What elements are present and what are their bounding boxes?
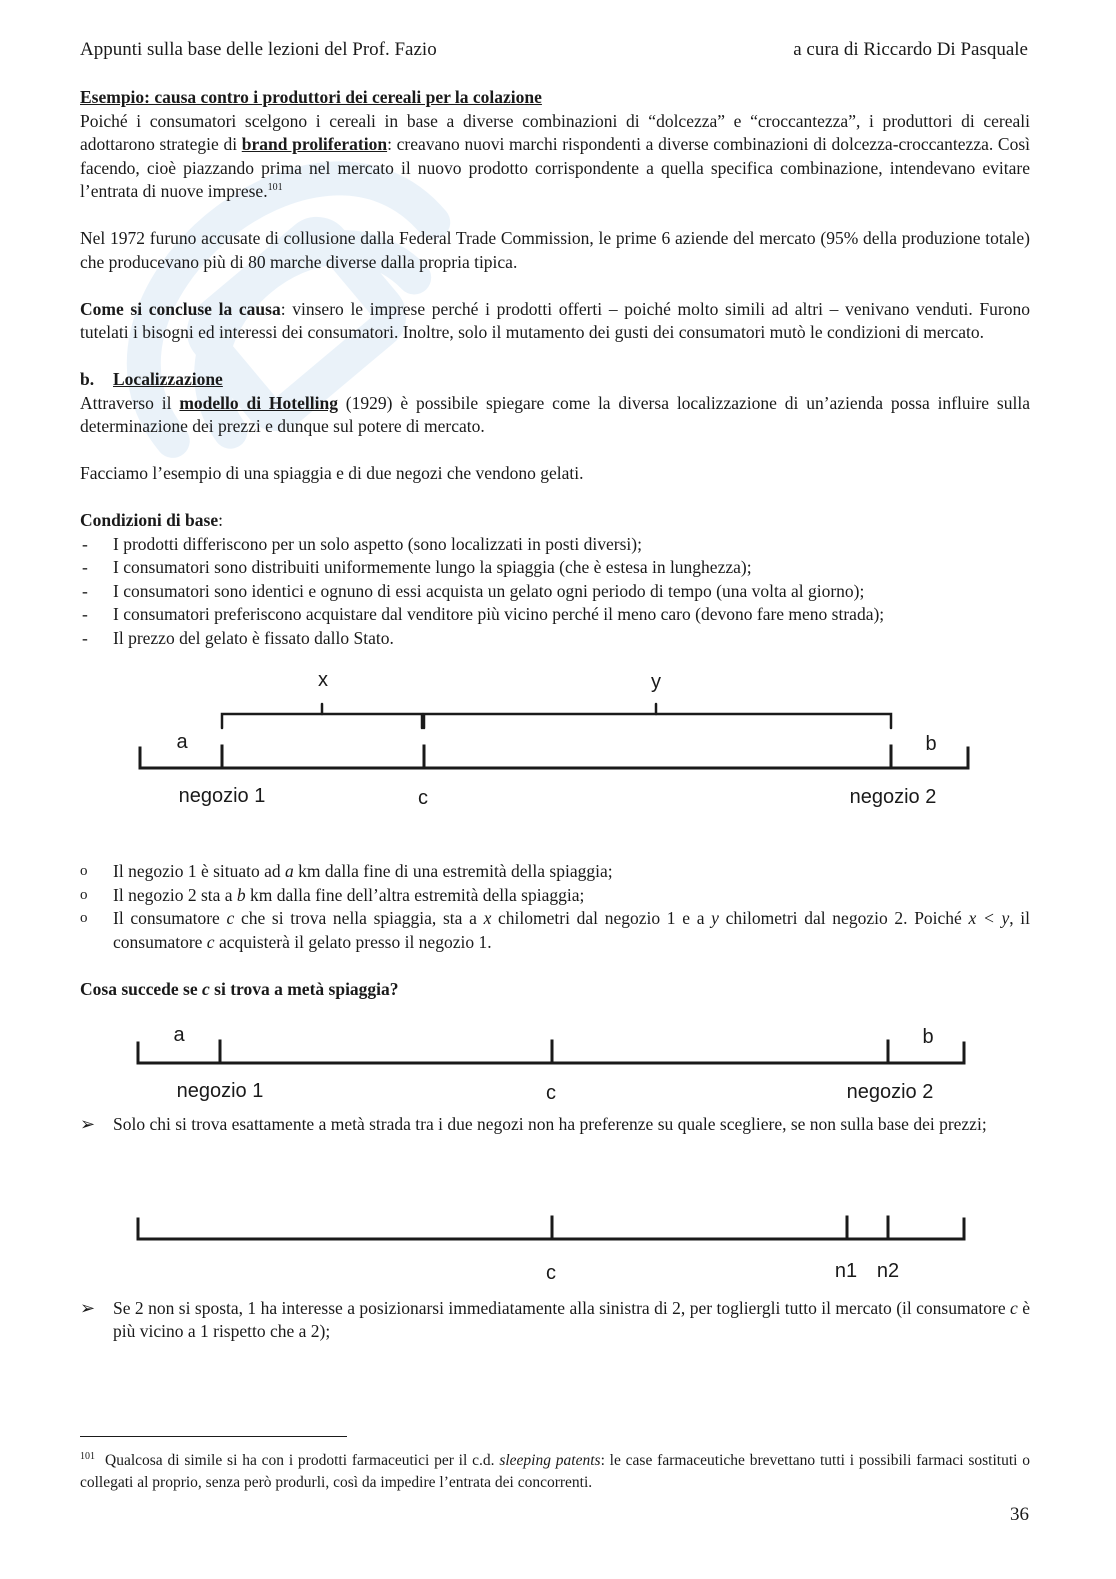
list-item: ➢ Se 2 non si sposta, 1 ha interesse a posizionarsi immediatamente alla sinistra di 2, per togliergli tutto il mercato (il consumatore c è più vicino a 1 rispetto che a 2); xyxy=(80,1297,1030,1341)
brand-proliferation-term: brand proliferation xyxy=(241,134,388,154)
label-a: a xyxy=(176,731,188,753)
label-b: b xyxy=(925,733,937,755)
example-heading xyxy=(80,86,1030,110)
question-heading: Cosa succede se c si trova a metà spiaggia? xyxy=(80,978,399,999)
diagram1-notes xyxy=(80,860,1030,954)
hotelling-diagram-2 xyxy=(80,1003,1030,1103)
page-content xyxy=(80,86,1030,1344)
section-b-paragraph-2: Facciamo l’esempio di una spiaggia e di due negozi che vendono gelati. xyxy=(80,463,584,483)
section-letter: b. xyxy=(80,369,95,389)
label-x: x xyxy=(318,669,328,691)
label-b: b xyxy=(922,1026,934,1048)
label-n2: n2 xyxy=(876,1259,900,1282)
example-paragraph-2: Nel 1972 furuno accusate di collusione dalla Federal Trade Commission, le prime 6 aziende del mercato (95% della produzione totale) che producevano più di 80 marche diverse dalla propria tipica. xyxy=(80,228,1030,272)
section-title: Localizzazione xyxy=(113,369,223,389)
footnote: $^{101}$ Qualcosa di simile si ha con i prodotti farmaceutici per il c.d. sleeping patents: le case farmaceutiche brevettano tutti i possibili farmaci sostituti o collegati al proprio, senza però produrli, così da impedire l’entrata dei concorrenti. xyxy=(80,1451,1030,1491)
sleeping-patents-term: sleeping patents xyxy=(499,1452,601,1469)
header-title: Appunti sulla base delle lezioni del Prof. Fazio xyxy=(80,39,437,60)
label-c: c xyxy=(546,1261,556,1284)
section-b-paragraph-1: Attraverso il modello di Hotelling (1929) è possibile spiegare come la diversa localizzazione di un’azienda possa influire sulla determinazione dei prezzi e dunque sul potere di mercato. xyxy=(80,392,1030,436)
footnote-number: 101 xyxy=(80,1451,95,1462)
hotelling-diagram-1 xyxy=(80,660,1030,860)
label-n1: n1 xyxy=(834,1259,858,1282)
label-shop2: negozio 2 xyxy=(849,786,937,808)
conditions-title: Condizioni di base xyxy=(80,510,219,530)
footnote-ref: 101 xyxy=(267,182,283,193)
list-item: - I consumatori preferiscono acquistare dal venditore più vicino perché il meno caro (devono fare meno strada); xyxy=(82,604,885,624)
label-y: y xyxy=(651,671,661,693)
list-item: o Il negozio 2 sta a b km dalla fine dell’altra estremità della spiaggia; xyxy=(80,884,585,905)
label-c: c xyxy=(546,1082,556,1103)
conditions-list xyxy=(80,533,1030,651)
list-item: ➢ Solo chi si trova esattamente a metà strada tra i due negozi non ha preferenze su quale scegliere, se non sulla base dei prezzi; xyxy=(80,1114,987,1134)
label-c: c xyxy=(418,787,428,809)
list-item: o Il negozio 1 è situato ad a km dalla fine di una estremità della spiaggia; xyxy=(80,861,613,881)
label-a: a xyxy=(173,1024,185,1046)
x-bracket xyxy=(222,714,422,728)
list-item: o Il consumatore c che si trova nella spiaggia, sta a x chilometri dal negozio 1 e a y chilometri dal negozio 2. Poiché x < y, il consumatore c acquisterà il gelato presso il negozio 1. xyxy=(80,908,1031,952)
header-author: a cura di Riccardo Di Pasquale xyxy=(793,39,1028,60)
section-b-heading xyxy=(80,368,1030,392)
list-item: - I prodotti differiscono per un solo aspetto (sono localizzati in posti diversi); xyxy=(82,533,642,554)
hotelling-term: modello di Hotelling xyxy=(179,392,338,413)
example-paragraph-3: Come si concluse la causa: vinsero le imprese perché i prodotti offerti – poiché molto simili ad altri – venivano venduti. Furono tutelati i bisogni ed interessi dei consumatori. Inoltre, solo il mutamento dei gusti dei consumatori mutò le condizioni di mercato. xyxy=(80,298,1030,342)
arrow-list-1 xyxy=(80,1113,1030,1137)
hotelling-diagram-3 xyxy=(80,1157,1030,1297)
y-bracket xyxy=(424,714,891,728)
arrow-list-2 xyxy=(80,1297,1030,1344)
conditions-heading: Condizioni di base: xyxy=(80,510,223,530)
label-shop2: negozio 2 xyxy=(846,1081,934,1103)
label-shop1: negozio 1 xyxy=(176,1080,264,1102)
page-number: 36 xyxy=(1010,1504,1029,1525)
footnote-divider xyxy=(80,1436,347,1437)
list-item: - I consumatori sono identici e ognuno di essi acquista un gelato ogni periodo di tempo (una volta al giorno); xyxy=(82,580,865,601)
list-item: - I consumatori sono distribuiti uniformemente lungo la spiaggia (che è estesa in lunghezza); xyxy=(82,557,752,577)
conclusion-label: Come si concluse la causa xyxy=(80,298,281,319)
example-paragraph-1: Poiché i consumatori scelgono i cereali in base a diverse combinazioni di “dolcezza” e “croccantezza”, i produttori di cereali adottarono strategie di brand proliferation: creavano nuovi marchi rispondenti a diverse combinazioni di dolcezza-croccantezza. Così facendo, cioè piazzando prima nel mercato il nuovo prodotto corrispondente a quella specifica combinazione, intendevano evitare l’entrata di nuove imprese.$^{101}$ xyxy=(80,110,1030,201)
example-title: Esempio: causa contro i produttori dei cereali per la colazione xyxy=(80,87,542,107)
label-shop1: negozio 1 xyxy=(178,785,266,807)
list-item: - Il prezzo del gelato è fissato dallo Stato. xyxy=(82,627,394,648)
